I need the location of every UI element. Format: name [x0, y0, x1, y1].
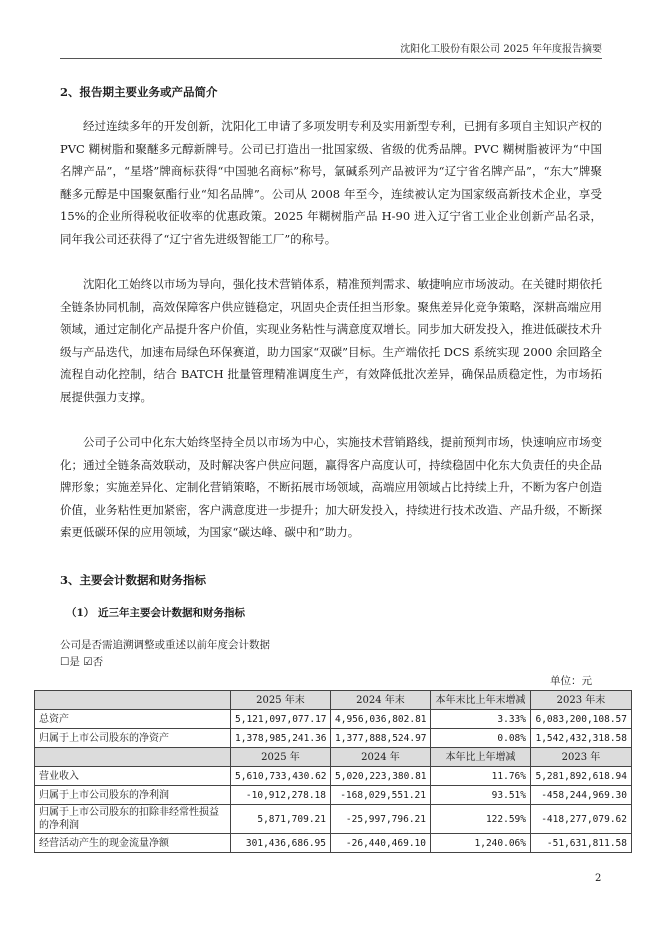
table-header-row: [35, 748, 632, 767]
table-cell: 301,436,686.95: [231, 834, 331, 853]
paragraph-2: 沈阳化工始终以市场为导向，强化技术营销体系，精准预判需求、敏捷响应市场波动。在关键时期依托全链条协同机制，高效保障客户供应链稳定，巩固央企责任担当形象。聚焦差异化竞争策略，深耕高端应用领域，通过定制化产品提升客户价值，实现业务粘性与满意度双增长。同步加大研发投入，推进低碳技术升级与产品迭代，加速布局绿色环保赛道，助力国家“双碳”目标。生产端依托 DCS 系统实现 2000 余回路全流程自动化控制，结合 BATCH 批量管理精准调度生产，有效降低批次差异，确保品质稳定性，为市场拓展提供强力支撑。: [60, 277, 602, 404]
table-cell: -418,277,079.62: [531, 805, 632, 834]
table-cell: 5,281,892,618.94: [531, 767, 632, 786]
page-number: 2: [595, 873, 602, 884]
table-cell: 6,083,200,108.57: [531, 710, 632, 729]
running-header: 沈阳化工股份有限公司 2025 年年度报告摘要: [60, 44, 602, 59]
table-header-cell: 2024 年: [331, 748, 431, 767]
restatement-question: 公司是否需追溯调整或重述以前年度会计数据: [60, 639, 270, 651]
table-cell: 1,378,985,241.36: [231, 729, 331, 748]
table-cell: -168,029,551.21: [331, 786, 431, 805]
table-header-row: [35, 691, 632, 710]
row-label: 总资产: [35, 710, 231, 729]
table-row: [35, 710, 632, 729]
row-label: 营业收入: [35, 767, 231, 786]
unit-label: 单位：元: [550, 675, 592, 687]
section-3-title: 3、主要会计数据和财务指标: [60, 573, 207, 587]
table-cell: 5,871,709.21: [231, 805, 331, 834]
table-row: [35, 729, 632, 748]
table-cell: 122.59%: [431, 805, 531, 834]
table-header-cell: 本年末比上年末增减: [431, 691, 531, 710]
paragraph-1: 经过连续多年的开发创新，沈阳化工申请了多项发明专利及实用新型专利，已拥有多项自主知识产权的 PVC 糊树脂和聚醚多元醇新牌号。公司已打造出一批国家级、省级的优秀品牌。PVC 糊树脂被评为“中国名牌产品”，“星塔”牌商标获得“中国驰名商标”称号，氯碱系列产品被评为“辽宁省名牌产品”，“东大”牌聚醚多元醇是中国聚氨酯行业“知名品牌”。公司从 2008 年至今，连续被认定为国家级高新技术企业，享受 15%的企业所得税收征收率的优惠政策。2025 年糊树脂产品 H-90 进入辽宁省工业企业创新产品名录，同年我公司还获得了“辽宁省先进级智能工厂”的称号。: [60, 119, 602, 246]
paragraph-3: 公司子公司中化东大始终坚持全员以市场为中心，实施技术营销路线，提前预判市场，快速响应市场变化；通过全链条高效联动，及时解决客户供应问题，赢得客户高度认可，持续稳固中化东大负责任的央企品牌形象；实施差异化、定制化营销策略，不断拓展市场领域，高端应用领域占比持续上升，不断为客户创造价值，业务粘性更加紧密，客户满意度进一步提升；加大研发投入，持续进行技术改造、产品升级，不断探索更低碳环保的应用领域，为国家“碳达峰、碳中和”助力。: [60, 435, 602, 539]
row-label: 归属于上市公司股东的净资产: [35, 729, 231, 748]
table-header-cell: 本年比上年增减: [431, 748, 531, 767]
table-cell: 0.08%: [431, 729, 531, 748]
table-row: [35, 834, 632, 853]
table-cell: -26,440,469.10: [331, 834, 431, 853]
table-cell: -51,631,811.58: [531, 834, 632, 853]
table-header-cell: 2023 年: [531, 748, 632, 767]
table-cell: 3.33%: [431, 710, 531, 729]
table-header-cell: [35, 748, 231, 767]
table-cell: 4,956,036,802.81: [331, 710, 431, 729]
table-row: [35, 767, 632, 786]
row-label: 归属于上市公司股东的扣除非经常性损益的净利润: [35, 805, 231, 834]
table-cell: -10,912,278.18: [231, 786, 331, 805]
table-cell: 5,020,223,380.81: [331, 767, 431, 786]
table-cell: 5,610,733,430.62: [231, 767, 331, 786]
financial-data-table: [34, 690, 632, 853]
section-2-title: 2、报告期主要业务或产品简介: [60, 85, 218, 99]
row-label: 归属于上市公司股东的净利润: [35, 786, 231, 805]
table-header-cell: 2025 年末: [231, 691, 331, 710]
table-cell: 11.76%: [431, 767, 531, 786]
subsection-title: （1） 近三年主要会计数据和财务指标: [66, 607, 245, 619]
row-label: 经营活动产生的现金流量净额: [35, 834, 231, 853]
table-cell: 1,240.06%: [431, 834, 531, 853]
table-cell: 5,121,097,077.17: [231, 710, 331, 729]
restatement-answer: ☐是 ☑否: [60, 656, 104, 668]
table-header-cell: 2024 年末: [331, 691, 431, 710]
table-header-cell: 2023 年末: [531, 691, 632, 710]
table-cell: 1,377,888,524.97: [331, 729, 431, 748]
table-cell: 1,542,432,318.58: [531, 729, 632, 748]
table-cell: 93.51%: [431, 786, 531, 805]
table-row: [35, 786, 632, 805]
table-cell: -25,997,796.21: [331, 805, 431, 834]
table-header-cell: [35, 691, 231, 710]
table-row: [35, 805, 632, 834]
table-header-cell: 2025 年: [231, 748, 331, 767]
table-cell: -458,244,969.30: [531, 786, 632, 805]
